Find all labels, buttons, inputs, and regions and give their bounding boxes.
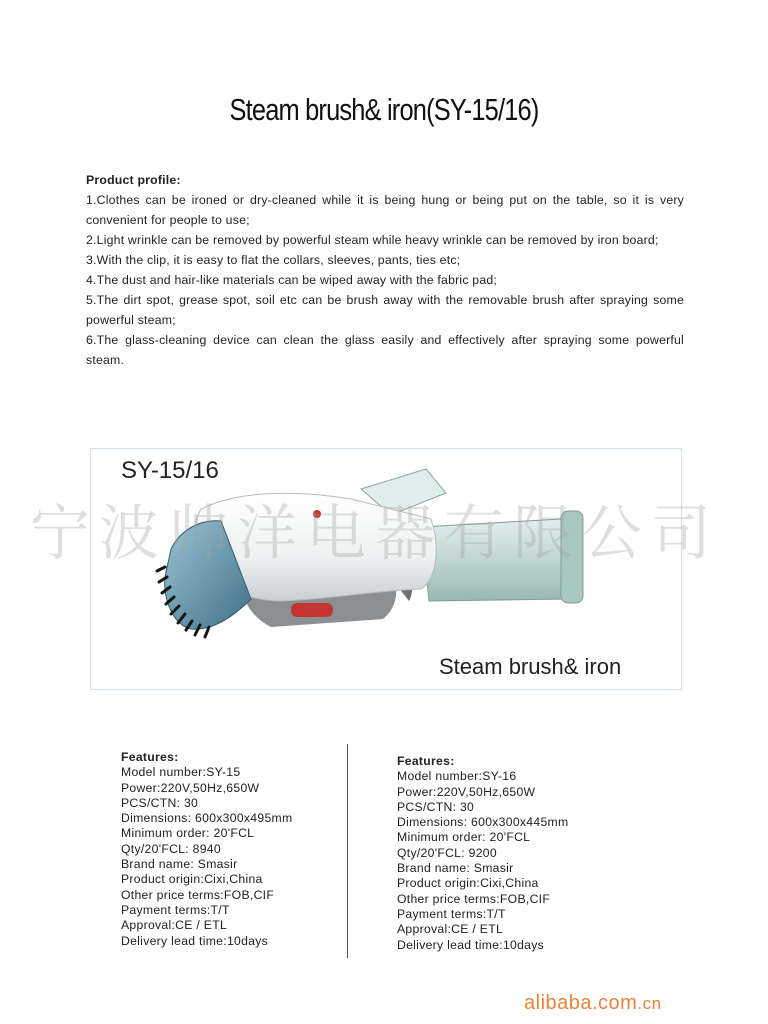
watermark-site: alibaba.com xyxy=(524,992,638,1014)
company-watermark: 宁波帅洋电器有限公司 xyxy=(30,499,720,569)
features-sy15 xyxy=(121,750,292,949)
feature-line: Approval:CE / ETL xyxy=(397,922,504,937)
profile-item: 1.Clothes can be ironed or dry-cleaned while it is being hung or being put on the table, so it is very convenient for people to use; xyxy=(86,193,684,227)
features-heading: Features: xyxy=(121,750,179,764)
feature-line: Qty/20'FCL: 9200 xyxy=(397,845,497,860)
feature-line: Other price terms:FOB,CIF xyxy=(121,887,275,902)
feature-line: Model number:SY-16 xyxy=(397,769,517,784)
watermark-tld: .cn xyxy=(637,994,662,1013)
feature-line: PCS/CTN: 30 xyxy=(121,795,199,810)
feature-line: Delivery lead time:10days xyxy=(121,933,269,948)
profile-item: 6.The glass-cleaning device can clean the glass easily and effectively after spraying some powerful steam. xyxy=(86,333,684,367)
features-sy16 xyxy=(397,754,568,953)
feature-line: PCS/CTN: 30 xyxy=(397,799,475,814)
feature-line: Power:220V,50Hz,650W xyxy=(121,780,260,795)
steam-button xyxy=(291,603,333,617)
feature-line: Payment terms:T/T xyxy=(121,902,230,917)
feature-line: Model number:SY-15 xyxy=(121,765,241,780)
feature-line: Minimum order: 20'FCL xyxy=(121,826,255,841)
feature-line: Qty/20'FCL: 8940 xyxy=(121,841,221,856)
product-profile xyxy=(86,170,684,370)
feature-line: Brand name: Smasir xyxy=(397,861,514,876)
feature-line: Power:220V,50Hz,650W xyxy=(397,784,536,799)
feature-line: Minimum order: 20'FCL xyxy=(397,830,531,845)
feature-line: Payment terms:T/T xyxy=(397,906,506,921)
feature-line: Other price terms:FOB,CIF xyxy=(397,891,551,906)
photo-model-label: SY-15/16 xyxy=(121,457,219,484)
page-title: Steam brush& iron(SY-15/16) xyxy=(229,92,539,127)
profile-item: 4.The dust and hair-like materials can be wiped away with the fabric pad; xyxy=(86,273,498,287)
alibaba-watermark xyxy=(524,992,662,1015)
profile-heading: Product profile: xyxy=(86,173,181,187)
profile-item: 3.With the clip, it is easy to flat the collars, sleeves, pants, ties etc; xyxy=(86,253,461,267)
feature-line: Approval:CE / ETL xyxy=(121,918,228,933)
feature-line: Product origin:Cixi,China xyxy=(397,876,539,891)
profile-item: 2.Light wrinkle can be removed by powerful steam while heavy wrinkle can be removed by iron board; xyxy=(86,233,659,247)
feature-line: Delivery lead time:10days xyxy=(397,937,545,952)
column-divider xyxy=(347,744,348,958)
feature-line: Dimensions: 600x300x495mm xyxy=(121,811,293,826)
photo-caption: Steam brush& iron xyxy=(439,654,622,679)
features-heading: Features: xyxy=(397,754,455,768)
feature-line: Brand name: Smasir xyxy=(121,857,238,872)
profile-item: 5.The dirt spot, grease spot, soil etc can be brush away with the removable brush after spraying some powerful steam; xyxy=(86,293,684,327)
feature-line: Product origin:Cixi,China xyxy=(121,872,263,887)
feature-line: Dimensions: 600x300x445mm xyxy=(397,815,569,830)
